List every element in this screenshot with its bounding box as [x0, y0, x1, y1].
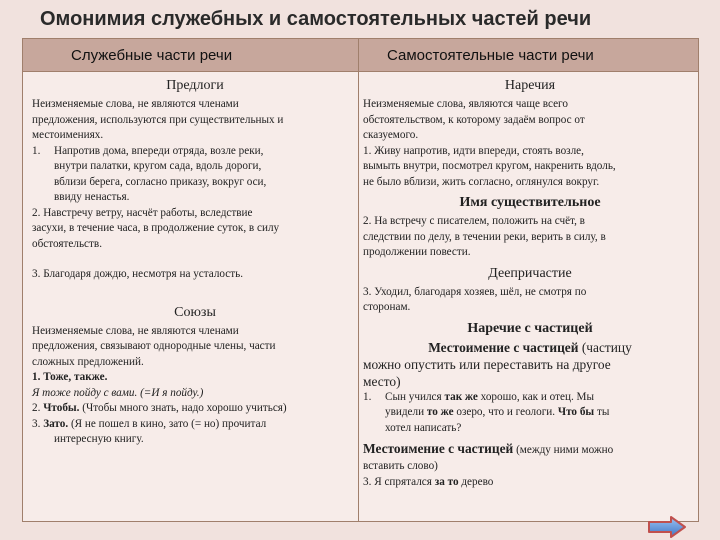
conj-item1: 1. Тоже, также.: [32, 371, 108, 383]
page-title: Омонимия служебных и самостоятельных частей речи: [40, 8, 592, 30]
advpart-example-2: [363, 405, 697, 421]
prep-item1-line: ввиду ненастья.: [54, 191, 130, 203]
pronpart-ex-b: за то: [434, 475, 459, 488]
pronpart-ex-a: 3. Я спрятался: [363, 475, 435, 488]
gerund-heading: Деепричастие: [488, 265, 572, 281]
pronoun-particle-heading: Местоимение с частицей: [428, 339, 579, 355]
advpart-ex2-a: увидели: [385, 406, 427, 418]
conj-item2-num: 2.: [32, 402, 44, 414]
gerund-line: сторонам.: [363, 301, 411, 313]
right-column: [363, 73, 697, 490]
advpart-ex2-b: то же: [426, 406, 454, 418]
advpart-line: место): [363, 373, 401, 389]
advpart-line: можно опустить или переставить на другое: [363, 356, 611, 372]
adv-line: Неизменяемые слова, являются чаще всего: [363, 98, 568, 110]
advpart-ex2-d: Что бы: [557, 406, 595, 418]
comparison-table: [22, 38, 699, 522]
prepositions-heading: Предлоги: [166, 78, 224, 93]
advpart-ex2-c: озеро, что и геологи.: [453, 406, 558, 418]
conj-line: сложных предложений.: [32, 355, 144, 368]
conj-item3-cont: интересную книгу.: [54, 433, 144, 445]
column-divider: [358, 39, 359, 521]
conjunctions-heading: Союзы: [174, 304, 216, 320]
noun-line: продолжении повести.: [363, 246, 471, 258]
advpart-example-3: хотел написать?: [385, 421, 462, 434]
conj-item3-word: Зато.: [43, 417, 69, 430]
pronoun-particle-line: [363, 339, 697, 356]
prep-item2-line: обстоятельств.: [32, 237, 102, 250]
prep-item1-num: 1.: [32, 144, 41, 157]
noun-line: следствии по делу, в течении реки, верить в силу, в: [363, 230, 606, 243]
conj-item2-word: Чтобы.: [43, 402, 80, 414]
pronoun-particle-heading-2: Местоимение с частицей: [363, 441, 514, 456]
prep-item3: 3. Благодаря дождю, несмотря на усталость.: [32, 268, 244, 280]
advpart-ex2-e: ты: [594, 406, 610, 418]
pronpart-line: вставить слово): [363, 460, 438, 472]
adv-line: обстоятельством, к которому задаём вопрос от: [363, 113, 585, 126]
gerund-line: 3. Уходил, благодаря хозяев, шёл, не смотря по: [363, 285, 587, 298]
adverb-particle-heading: Наречие с частицей: [467, 320, 593, 336]
left-column: [32, 73, 358, 448]
conj-item3-rest: (Я не пошел в кино, зато (= но) прочитал: [68, 417, 267, 430]
prep-item1-line: внутри палатки, кругом сада, вдоль дороги,: [54, 160, 262, 172]
conj-item2-rest: (Чтобы много знать, надо хорошо учиться): [79, 402, 287, 414]
prep-item1: [32, 144, 358, 160]
prep-item2-line: 2. Навстречу ветру, насчёт работы, вследствие: [32, 206, 253, 219]
noun-heading: Имя существительное: [459, 195, 601, 210]
advpart-ex1-b: так же: [444, 390, 478, 403]
adv-line: 1. Живу напротив, идти впереди, стоять возле,: [363, 144, 584, 157]
pronoun-particle-block: [363, 440, 697, 459]
pronpart-ex-c: дерево: [458, 475, 494, 488]
advpart-ex1-num: 1.: [363, 390, 372, 403]
adv-line: вымыть внутри, посмотрел кругом, накренить вдоль,: [363, 160, 616, 172]
header-right: Самостоятельные части речи: [387, 47, 594, 64]
conj-item3: [32, 417, 358, 433]
pronoun-particle-note: (между ними можно: [513, 444, 614, 456]
prep-line: местоимениях.: [32, 129, 104, 141]
adverbs-heading: Наречия: [504, 78, 556, 93]
table-header: [23, 39, 698, 72]
prep-item2-line: засухи, в течение часа, в продолжение суток, в силу: [32, 222, 280, 234]
advpart-ex1-a: Сын учился: [385, 390, 445, 403]
conj-line: Неизменяемые слова, не являются членами: [32, 324, 239, 337]
prep-line: предложения, используются при существительных и: [32, 113, 284, 126]
pronoun-particle-rest: (частицу: [578, 339, 632, 355]
prep-line: Неизменяемые слова, не являются членами: [32, 98, 239, 110]
prep-item1-line: вблизи берега, согласно приказу, вокруг оси,: [54, 175, 267, 188]
conj-item3-num: 3.: [32, 417, 44, 430]
prep-item1-text: Напротив дома, впереди отряда, возле реки,: [54, 144, 264, 157]
advpart-example-1: [363, 390, 697, 406]
arrow-right-icon[interactable]: [647, 515, 687, 539]
adv-line: не было вблизи, жить согласно, оглянулся вокруг.: [363, 175, 600, 188]
header-left: Служебные части речи: [71, 47, 233, 64]
conj-item2: [32, 401, 358, 417]
adv-line: сказуемого.: [363, 129, 419, 141]
conj-line: предложения, связывают однородные члены, части: [32, 340, 276, 352]
pronpart-example: [363, 475, 697, 491]
advpart-ex1-c: хорошо, как и отец. Мы: [477, 390, 595, 403]
noun-line: 2. На встречу с писателем, положить на счёт, в: [363, 215, 585, 227]
conj-item1-example: Я тоже пойду с вами. (=И я пойду.): [32, 386, 204, 399]
